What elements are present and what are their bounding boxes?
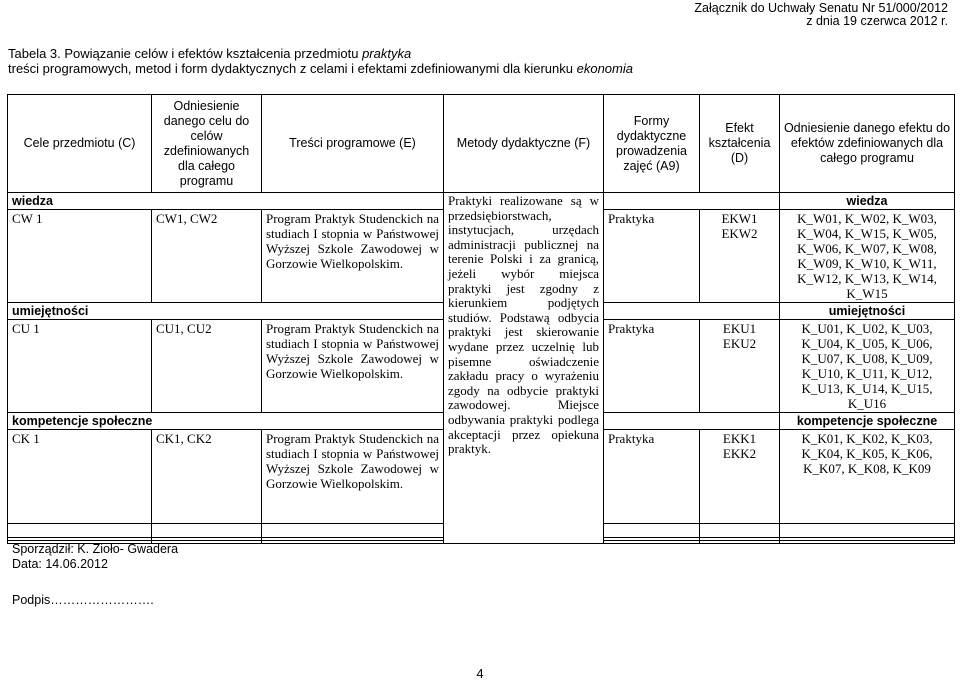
document-header — [694, 2, 948, 28]
odniesienie-cw: CW1, CW2 — [152, 210, 262, 303]
tresci-kompetencje: Program Praktyk Studenckich na studiach I stopnia w Państwowej Wyższej Szkole Zawodowej w Gorzowie Wielkopolskim. — [262, 430, 444, 524]
caption-field-of-study: ekonomia — [576, 61, 633, 76]
spacer-cell — [780, 541, 955, 544]
spacer-cell — [262, 541, 444, 544]
efekt-ekk1: EKK1 — [722, 431, 757, 446]
efekt-ekw2: EKW2 — [721, 226, 758, 241]
header-annex-line: Załącznik do Uchwały Senatu Nr 51/000/2012 — [694, 1, 948, 15]
header-date-line: z dnia 19 czerwca 2012 r. — [806, 14, 948, 28]
header-formy: Formy dydaktyczne prowadzenia zajęć (A9) — [604, 95, 700, 193]
odniesienie-ck: CK1, CK2 — [152, 430, 262, 524]
spacer-cell — [700, 524, 780, 538]
efekt-eku2: EKU2 — [722, 336, 757, 351]
tresci-wiedza: Program Praktyk Studenckich na studiach I stopnia w Państwowej Wyższej Szkole Zawodowej w Gorzowie Wielkopolskim. — [262, 210, 444, 303]
odniesienie-cu: CU1, CU2 — [152, 320, 262, 413]
caption-line-1 — [8, 46, 633, 61]
spacer-cell — [604, 524, 700, 538]
section-spacer-umiejetnosci — [604, 303, 780, 320]
cel-cw1: CW 1 — [8, 210, 152, 303]
section-right-label-wiedza: wiedza — [780, 193, 955, 210]
header-cele: Cele przedmiotu (C) — [8, 95, 152, 193]
header-efekt: Efekt kształcenia (D) — [700, 95, 780, 193]
document-footer — [12, 542, 178, 572]
spacer-cell — [780, 524, 955, 538]
spacer-cell — [262, 524, 444, 538]
header-odniesienie-celu: Odniesienie danego celu do celów zdefiniowanych dla całego programu — [152, 95, 262, 193]
section-spacer-wiedza — [604, 193, 780, 210]
efekt-eku1: EKU1 — [722, 321, 757, 336]
section-label-umiejetnosci: umiejętności — [8, 303, 444, 320]
forma-kompetencje: Praktyka — [604, 430, 700, 524]
section-label-kompetencje: kompetencje społeczne — [8, 413, 444, 430]
cel-cu1: CU 1 — [8, 320, 152, 413]
caption-line-2 — [8, 61, 633, 76]
prepared-by: Sporządził: K. Zioło- Gwadera — [12, 542, 179, 556]
forma-umiejetnosci: Praktyka — [604, 320, 700, 413]
odniesienie-efektu-kompetencje: K_K01, K_K02, K_K03, K_K04, K_K05, K_K06, K_K07, K_K08, K_K09 — [780, 430, 955, 524]
page-number: 4 — [476, 666, 484, 681]
efekt-kompetencje — [700, 430, 780, 524]
header-metody: Metody dydaktyczne (F) — [444, 95, 604, 193]
signature-line: Podpis……………………. — [12, 593, 154, 607]
caption-line-2-text: treści programowych, metod i form dydaktycznych z celami i efektami zdefiniowanymi dla kierunku — [8, 61, 577, 76]
header-tresci: Treści programowe (E) — [262, 95, 444, 193]
odniesienie-efektu-umiejetnosci: K_U01, K_U02, K_U03, K_U04, K_U05, K_U06, K_U07, K_U08, K_U09, K_U10, K_U11, K_U12, K_U13, K_U14, K_U15, K_U16 — [780, 320, 955, 413]
prepared-date: Data: 14.06.2012 — [12, 557, 108, 571]
header-row — [8, 95, 955, 193]
section-right-label-umiejetnosci: umiejętności — [780, 303, 955, 320]
spacer-cell — [152, 524, 262, 538]
cel-ck1: CK 1 — [8, 430, 152, 524]
efekt-wiedza — [700, 210, 780, 303]
tresci-umiejetnosci: Program Praktyk Studenckich na studiach I stopnia w Państwowej Wyższej Szkole Zawodowej w Gorzowie Wielkopolskim. — [262, 320, 444, 413]
section-label-wiedza: wiedza — [8, 193, 444, 210]
caption-subject: praktyka — [362, 46, 412, 61]
spacer-cell — [8, 524, 152, 538]
forma-wiedza: Praktyka — [604, 210, 700, 303]
efekt-ekk2: EKK2 — [722, 446, 757, 461]
section-spacer-kompetencje — [604, 413, 780, 430]
caption-line-1-text: Tabela 3. Powiązanie celów i efektów kształcenia przedmiotu — [8, 46, 363, 61]
section-row-wiedza — [8, 193, 955, 210]
metody-cell: Praktyki realizowane są w przedsiębiorstwach, instytucjach, urzędach administracji publicznej na terenie Polski i za granicą, jeżeli wybór miejsca praktyki jest zgodny z kierunkiem podjętych studiów. Podstawą odbycia praktyki jest skierowanie wydane przez uczelnię lub pisemne oświadczenie zakładu pracy o wyrażeniu zgody na odbycie praktyki zawodowej. Miejsce odbywania praktyki podlega akceptacji przez opiekuna praktyk. — [444, 193, 604, 544]
efekt-ekw1: EKW1 — [721, 211, 758, 226]
efekt-umiejetnosci — [700, 320, 780, 413]
section-right-label-kompetencje: kompetencje społeczne — [780, 413, 955, 430]
spacer-cell — [700, 541, 780, 544]
header-odniesienie-efektu: Odniesienie danego efektu do efektów zdefiniowanych dla całego programu — [780, 95, 955, 193]
spacer-cell — [604, 541, 700, 544]
odniesienie-efektu-wiedza: K_W01, K_W02, K_W03, K_W04, K_W15, K_W05, K_W06, K_W07, K_W08, K_W09, K_W10, K_W11, K_W12, K_W13, K_W14, K_W15 — [780, 210, 955, 303]
relations-table — [7, 94, 955, 544]
table-caption — [8, 46, 633, 76]
